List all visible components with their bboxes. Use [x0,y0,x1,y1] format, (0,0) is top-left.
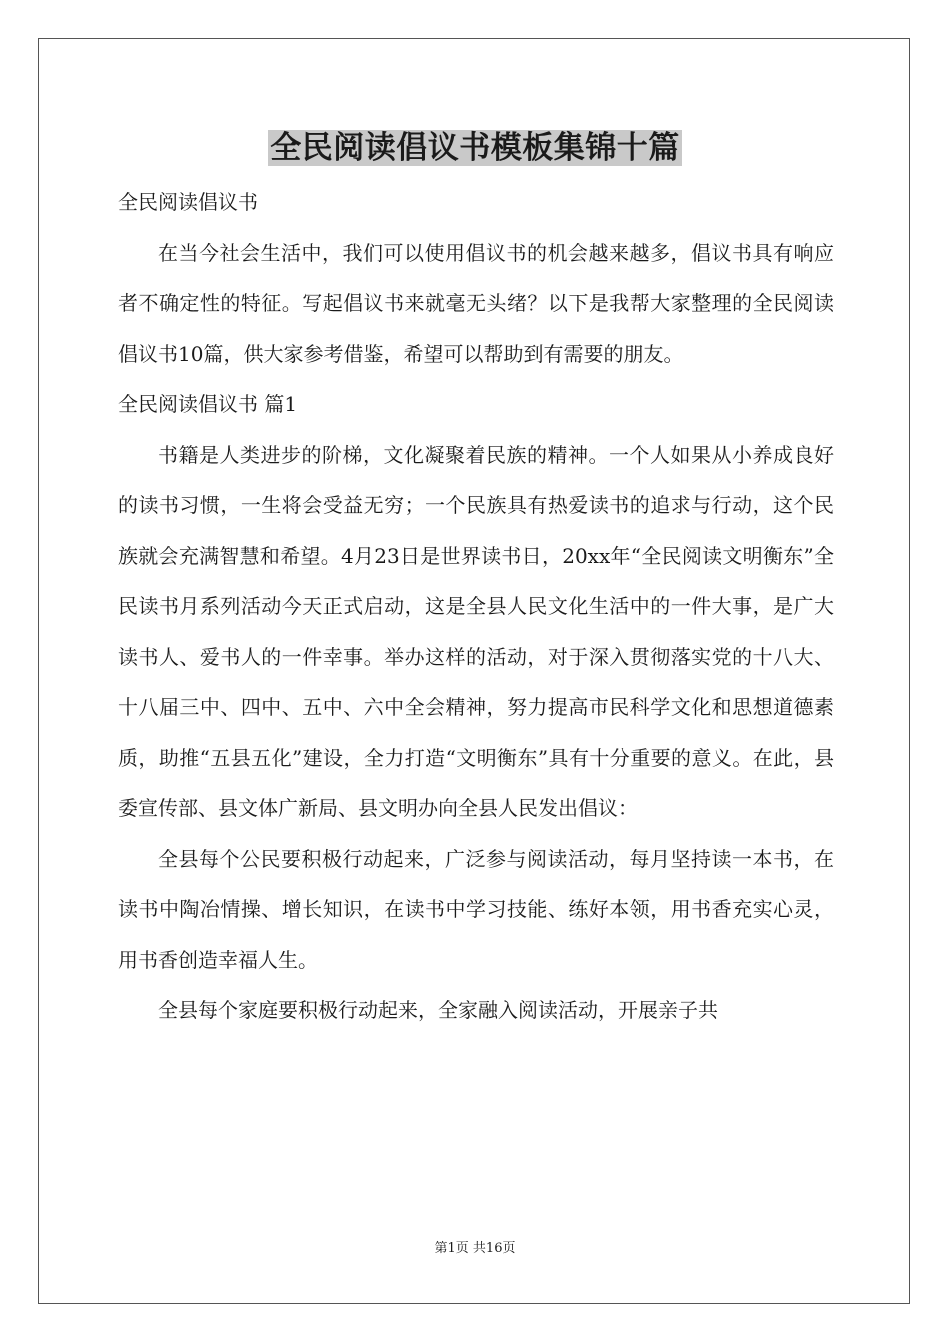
page-number-footer: 第1页 共16页 [434,1241,516,1256]
body-paragraph: 书籍是人类进步的阶梯，文化凝聚着民族的精神。一个人如果从小养成良好的读书习惯，一生将会受益无穷；一个民族具有热爱读书的追求与行动，这个民族就会充满智慧和希望。4月23日是世界读书日，20xx年“全民阅读文明衡东”全民读书月系列活动今天正式启动，这是全县人民文化生活中的一件大事，是广大读书人、爱书人的一件幸事。举办这样的活动，对于深入贯彻落实党的十八大、十八届三中、四中、五中、六中全会精神，努力提高市民科学文化和思想道德素质，助推“五县五化”建设，全力打造“文明衡东”具有十分重要的意义。在此，县委宣传部、县文体广新局、县文明办向全县人民发出倡议： [118,442,834,820]
section-heading: 全民阅读倡议书 [118,190,258,214]
document-body [118,177,834,1036]
document-title-text: 全民阅读倡议书模板集锦十篇 [270,130,680,166]
section-heading: 全民阅读倡议书 篇1 [118,392,298,416]
body-paragraph: 全县每个公民要积极行动起来，广泛参与阅读活动，每月坚持读一本书，在读书中陶冶情操、增长知识，在读书中学习技能、练好本领，用书香充实心灵，用书香创造幸福人生。 [118,846,834,972]
intro-paragraph: 在当今社会生活中，我们可以使用倡议书的机会越来越多，倡议书具有响应者不确定性的特征。写起倡议书来就毫无头绪？以下是我帮大家整理的全民阅读倡议书10篇，供大家参考借鉴，希望可以帮助到有需要的朋友。 [118,240,834,366]
body-paragraph: 全县每个家庭要积极行动起来，全家融入阅读活动，开展亲子共 [158,998,718,1022]
document-title [0,128,950,168]
